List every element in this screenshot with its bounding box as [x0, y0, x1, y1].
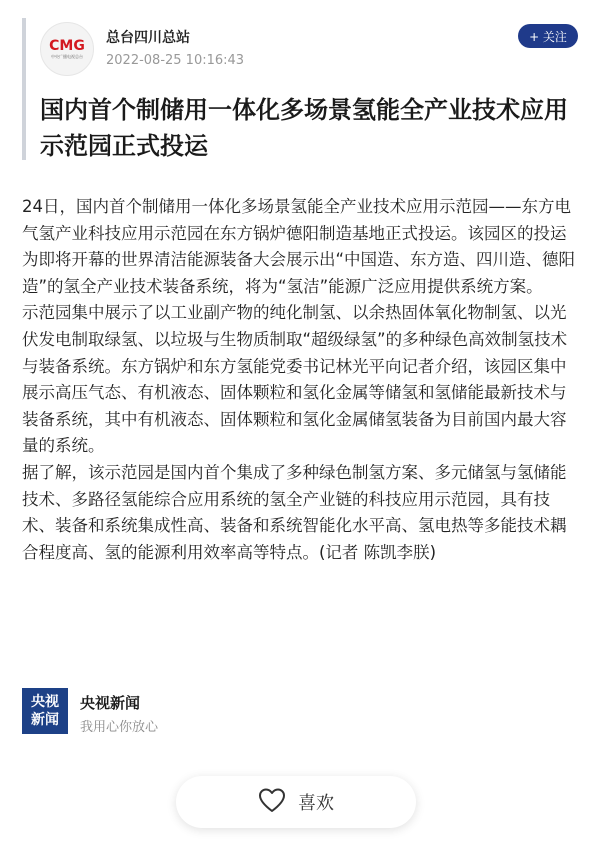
article-title: 国内首个制储用一体化多场景氢能全产业技术应用示范园正式投运 — [40, 96, 568, 160]
article-paragraph: 24日，国内首个制储用一体化多场景氢能全产业技术应用示范园——东方电气氢产业科技应用示范园在东方锅炉德阳制造基地正式投运。该园区的投运为即将开幕的世界清洁能源装备大会展示出“中国造、东方造、四川造、德阳造”的氢全产业技术装备系统，将为“氢洁”能源广泛应用提供系统方案。 — [22, 197, 576, 296]
cmg-logo[interactable] — [40, 22, 94, 76]
logo-text: CMG — [49, 37, 85, 54]
follow-button[interactable]: + 关注 — [518, 24, 578, 48]
publish-time: 2022-08-25 10:16:43 — [106, 53, 245, 68]
heart-icon — [258, 787, 286, 817]
logo-subtext: 中央广播电视总台 — [51, 53, 83, 59]
source-logo — [22, 688, 68, 734]
article-paragraph: 示范园集中展示了以工业副产物的纯化制氢、以余热固体氧化物制氢、以光伏发电制取绿氢、以垃圾与生物质制取“超级绿氢”的多种绿色高效制氢技术与装备系统。东方锅炉和东方氢能党委书记林光平向记者介绍，该园区集中展示高压气态、有机液态、固体颗粒和氢化金属等储氢和氢储能最新技术与装备系统，其中有机液态、固体颗粒和氢化金属储氢装备为目前国内最大容量的系统。 — [22, 303, 568, 456]
source-name: 央视新闻 — [80, 694, 141, 712]
source-slogan: 我用心你放心 — [80, 720, 159, 735]
article-paragraph: 据了解，该示范园是国内首个集成了多种绿色制氢方案、多元储氢与氢储能技术、多路径氢能综合应用系统的氢全产业链的科技应用示范园，具有技术、装备和系统集成性高、装备和系统智能化水平高、氢电热等多能技术耦合程度高、氢的能源利用效率高等特点。(记者 陈凯李朕) — [22, 462, 567, 562]
article-body — [22, 194, 582, 566]
source-card[interactable] — [22, 688, 322, 738]
like-button[interactable] — [176, 776, 416, 828]
source-logo-line1: 央视 — [31, 694, 59, 710]
article-header — [22, 18, 586, 160]
source-logo-line2: 新闻 — [31, 712, 59, 728]
like-label: 喜欢 — [298, 793, 334, 814]
station-name[interactable]: 总台四川总站 — [106, 30, 190, 46]
